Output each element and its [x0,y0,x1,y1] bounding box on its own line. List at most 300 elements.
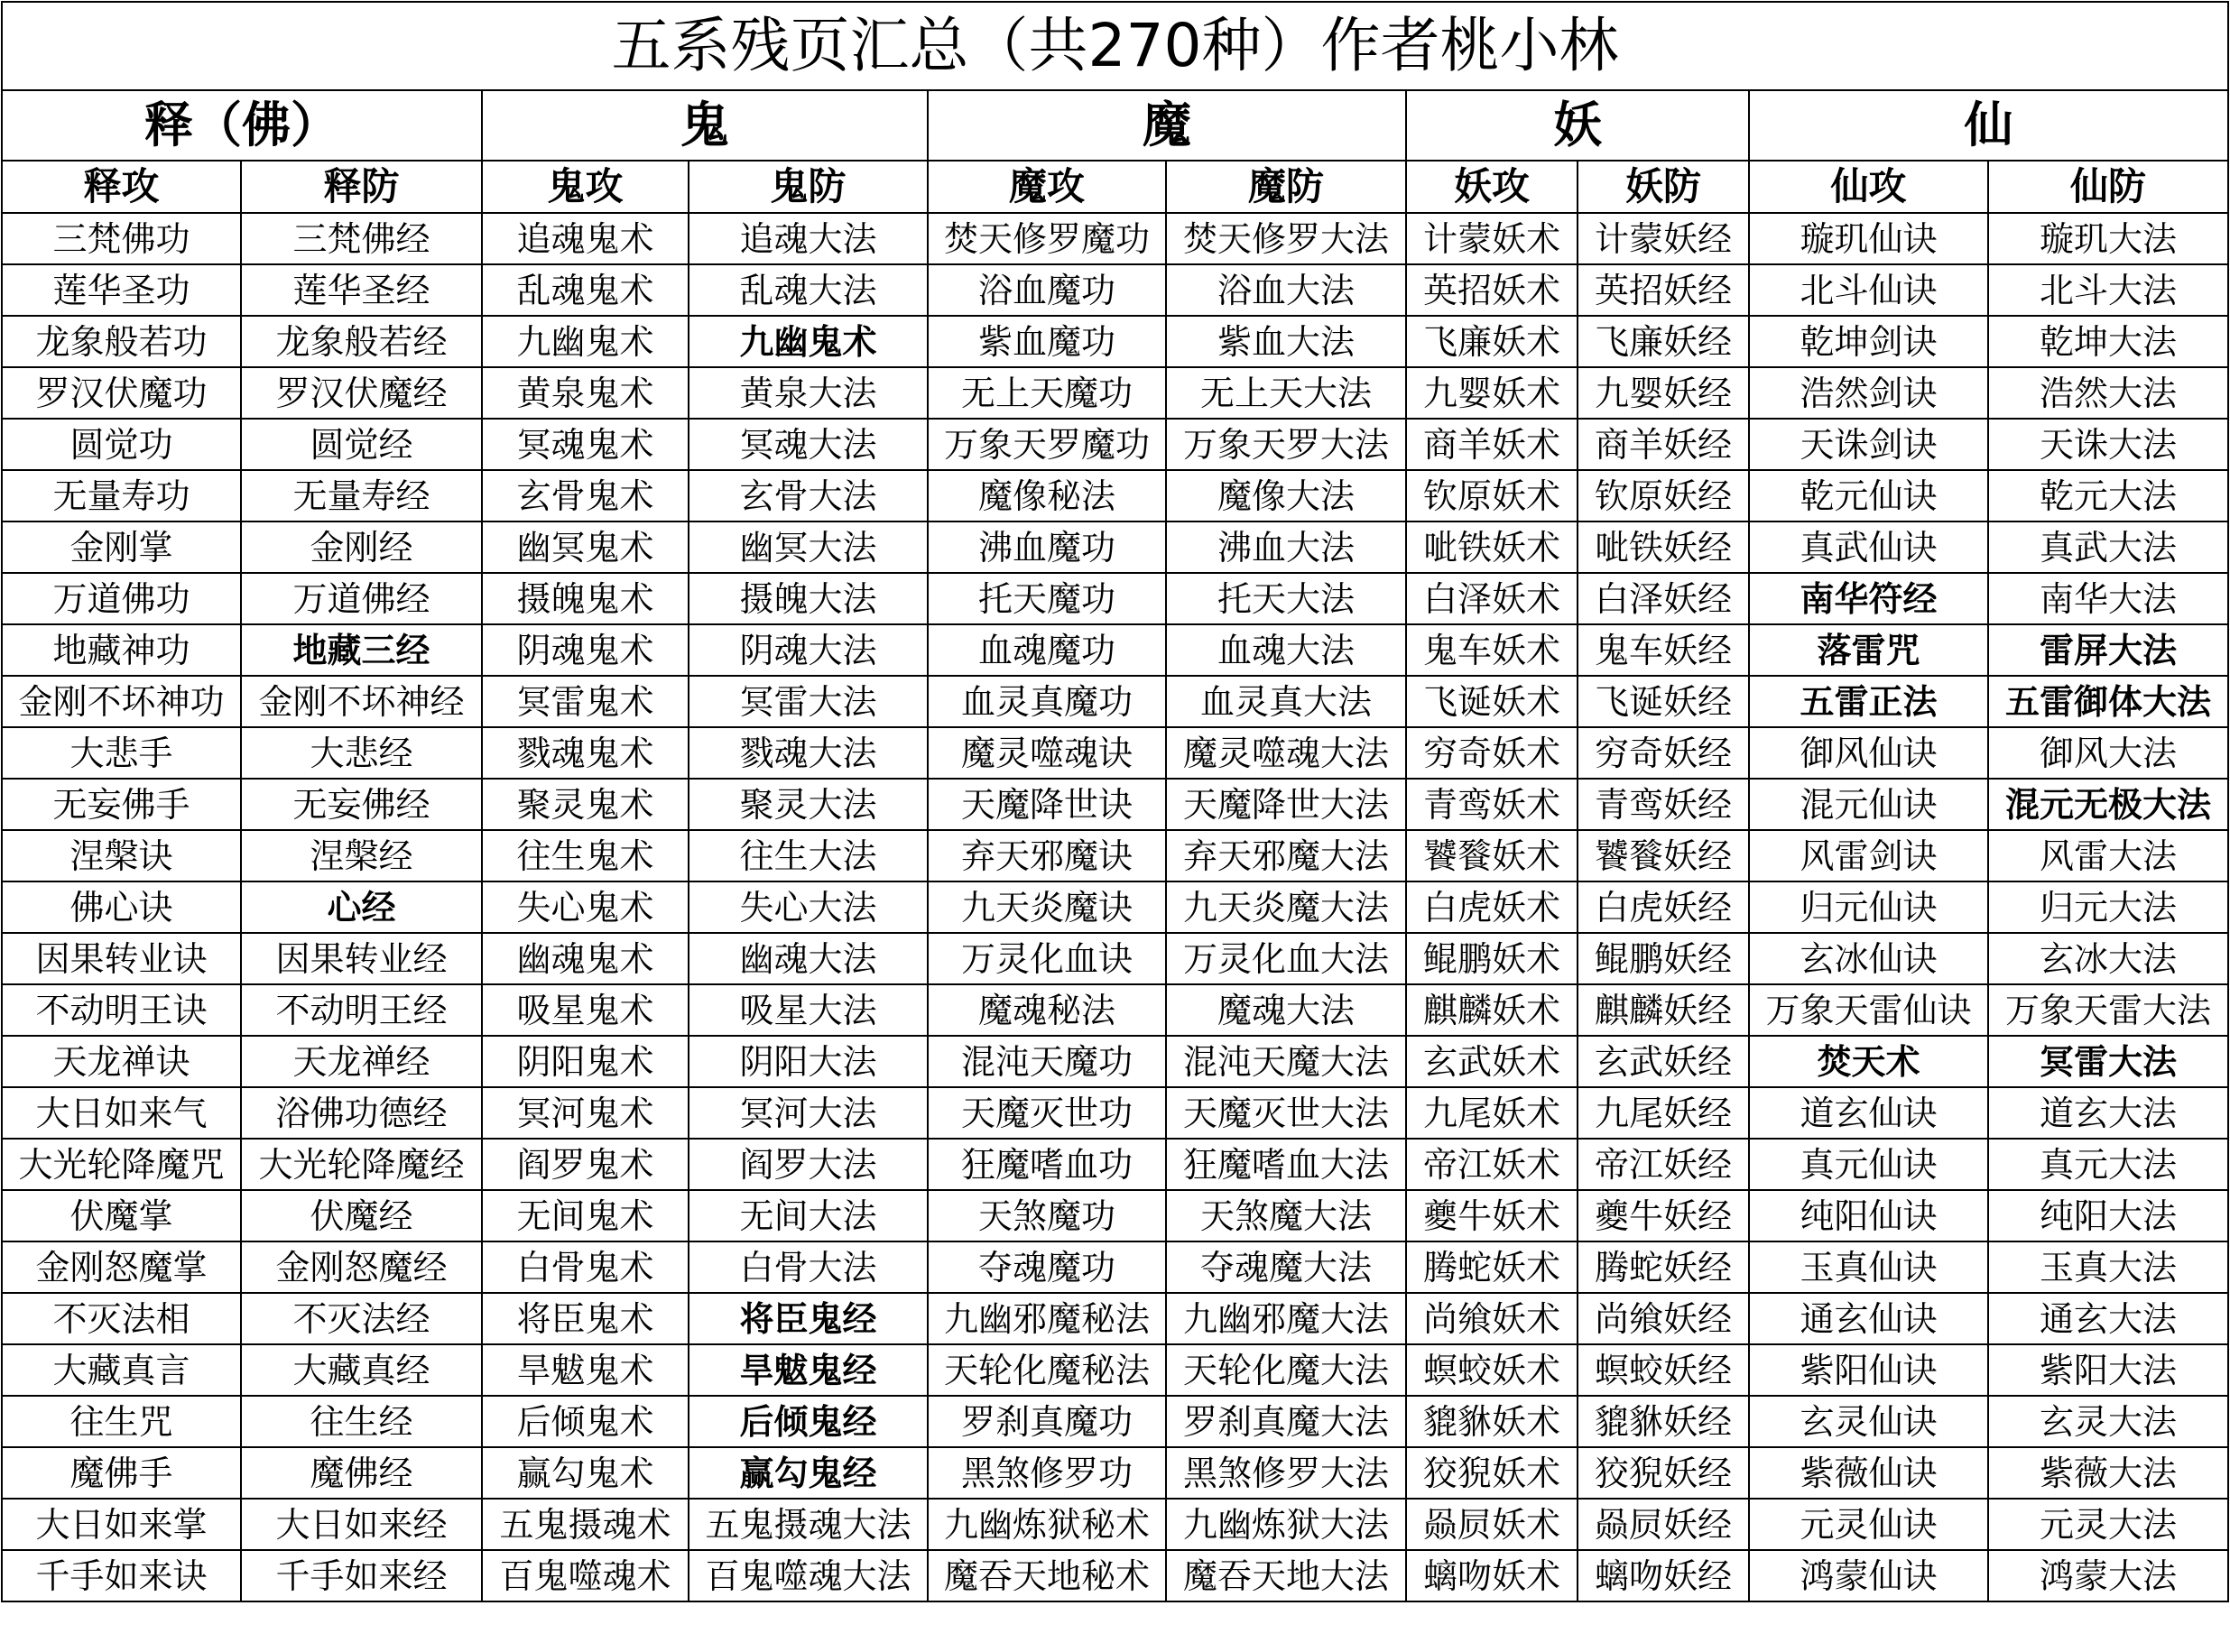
table-cell: 五雷御体大法 [1988,676,2228,727]
table-cell: 罗刹真魔大法 [1166,1396,1406,1447]
table-cell: 混元无极大法 [1988,779,2228,830]
table-cell: 玄冰大法 [1988,933,2228,984]
table-cell: 莲华圣功 [2,264,241,316]
table-cell: 无上天大法 [1166,367,1406,419]
table-row [2,830,2228,881]
table-cell: 失心大法 [689,881,928,933]
table-cell: 往生经 [241,1396,482,1447]
table-cell: 冥魂鬼术 [482,419,689,470]
table-cell: 钦原妖经 [1578,470,1749,521]
table-row [2,779,2228,830]
table-cell: 血灵真大法 [1166,676,1406,727]
table-cell: 涅槃诀 [2,830,241,881]
table-cell: 通玄大法 [1988,1293,2228,1344]
table-cell: 乾元仙诀 [1749,470,1988,521]
table-cell: 因果转业诀 [2,933,241,984]
table-cell: 往生鬼术 [482,830,689,881]
table-cell: 天轮化魔大法 [1166,1344,1406,1396]
column-header: 鬼攻 [482,161,689,213]
table-cell: 归元仙诀 [1749,881,1988,933]
table-cell: 三梵佛功 [2,213,241,264]
table-cell: 玄灵仙诀 [1749,1396,1988,1447]
table-cell: 玄武妖经 [1578,1036,1749,1087]
column-header-row [2,161,2228,213]
table-cell: 焚天修罗魔功 [928,213,1166,264]
table-cell: 夔牛妖经 [1578,1190,1749,1241]
table-cell: 大光轮降魔咒 [2,1139,241,1190]
table-cell: 九幽鬼术 [689,316,928,367]
table-cell: 风雷剑诀 [1749,830,1988,881]
table-cell: 混元仙诀 [1749,779,1988,830]
table-cell: 追魂鬼术 [482,213,689,264]
table-cell: 九幽炼狱秘术 [928,1499,1166,1550]
table-row [2,1396,2228,1447]
table-cell: 金刚不坏神经 [241,676,482,727]
table-cell: 大藏真经 [241,1344,482,1396]
column-header: 释攻 [2,161,241,213]
table-cell: 无量寿功 [2,470,241,521]
table-cell: 赑屃妖术 [1406,1499,1578,1550]
family-header: 魔 [928,90,1406,161]
table-cell: 螭吻妖经 [1578,1550,1749,1601]
table-cell: 混沌天魔功 [928,1036,1166,1087]
table-cell: 魔佛经 [241,1447,482,1499]
table-cell: 大日如来经 [241,1499,482,1550]
table-cell: 浴血魔功 [928,264,1166,316]
table-cell: 不动明王经 [241,984,482,1036]
table-cell: 饕餮妖经 [1578,830,1749,881]
table-cell: 往生咒 [2,1396,241,1447]
table-cell: 风雷大法 [1988,830,2228,881]
table-cell: 魔吞天地秘术 [928,1550,1166,1601]
table-cell: 鬼车妖术 [1406,624,1578,676]
table-cell: 千手如来诀 [2,1550,241,1601]
table-cell: 黑煞修罗功 [928,1447,1166,1499]
table-cell: 玉真大法 [1988,1241,2228,1293]
table-cell: 聚灵大法 [689,779,928,830]
table-cell: 幽冥鬼术 [482,521,689,573]
table-cell: 将臣鬼术 [482,1293,689,1344]
table-cell: 无妄佛手 [2,779,241,830]
table-cell: 九尾妖术 [1406,1087,1578,1139]
table-cell: 天诛剑诀 [1749,419,1988,470]
table-cell: 金刚怒魔经 [241,1241,482,1293]
table-cell: 伏魔掌 [2,1190,241,1241]
table-cell: 阎罗大法 [689,1139,928,1190]
table-row [2,213,2228,264]
table-cell: 失心鬼术 [482,881,689,933]
table-cell: 后倾鬼经 [689,1396,928,1447]
table-cell: 夺魂魔大法 [1166,1241,1406,1293]
table-cell: 焚天术 [1749,1036,1988,1087]
table-cell: 黄泉大法 [689,367,928,419]
table-cell: 莲华圣经 [241,264,482,316]
table-cell: 魔吞天地大法 [1166,1550,1406,1601]
table-cell: 真武大法 [1988,521,2228,573]
table-cell: 赢勾鬼经 [689,1447,928,1499]
table-cell: 飞诞妖术 [1406,676,1578,727]
table-cell: 将臣鬼经 [689,1293,928,1344]
table-row [2,521,2228,573]
table-cell: 戮魂大法 [689,727,928,779]
table-cell: 阴阳鬼术 [482,1036,689,1087]
table-cell: 大日如来气 [2,1087,241,1139]
table-cell: 三梵佛经 [241,213,482,264]
table-cell: 无间大法 [689,1190,928,1241]
table-cell: 北斗大法 [1988,264,2228,316]
table-cell: 阴魂鬼术 [482,624,689,676]
table-row [2,676,2228,727]
table-cell: 白虎妖经 [1578,881,1749,933]
table-cell: 紫阳大法 [1988,1344,2228,1396]
table-cell: 夺魂魔功 [928,1241,1166,1293]
table-cell: 元灵仙诀 [1749,1499,1988,1550]
table-cell: 百鬼噬魂大法 [689,1550,928,1601]
table-cell: 白虎妖术 [1406,881,1578,933]
table-cell: 天魔灭世功 [928,1087,1166,1139]
table-cell: 戮魂鬼术 [482,727,689,779]
table-cell: 冥魂大法 [689,419,928,470]
table-cell: 北斗仙诀 [1749,264,1988,316]
table-cell: 白骨鬼术 [482,1241,689,1293]
table-row [2,624,2228,676]
table-cell: 乱魂大法 [689,264,928,316]
table-cell: 英招妖术 [1406,264,1578,316]
table-cell: 九天炎魔诀 [928,881,1166,933]
table-cell: 聚灵鬼术 [482,779,689,830]
table-cell: 魔像秘法 [928,470,1166,521]
table-row [2,264,2228,316]
table-cell: 大光轮降魔经 [241,1139,482,1190]
table-cell: 落雷咒 [1749,624,1988,676]
table-cell: 饕餮妖术 [1406,830,1578,881]
table-row [2,1447,2228,1499]
table-cell: 白泽妖经 [1578,573,1749,624]
table-cell: 冥雷大法 [689,676,928,727]
table-row [2,1036,2228,1087]
table-cell: 御风仙诀 [1749,727,1988,779]
table-cell: 五雷正法 [1749,676,1988,727]
table-cell: 吸星大法 [689,984,928,1036]
table-row [2,1550,2228,1601]
column-header: 妖防 [1578,161,1749,213]
title-row [2,2,2228,90]
column-header: 仙攻 [1749,161,1988,213]
table-cell: 不动明王诀 [2,984,241,1036]
table-cell: 貔貅妖术 [1406,1396,1578,1447]
table-cell: 鸿蒙仙诀 [1749,1550,1988,1601]
family-header: 妖 [1406,90,1749,161]
table-cell: 金刚掌 [2,521,241,573]
table-cell: 伏魔经 [241,1190,482,1241]
table-cell: 焚天修罗大法 [1166,213,1406,264]
table-cell: 阎罗鬼术 [482,1139,689,1190]
table-cell: 御风大法 [1988,727,2228,779]
table-cell: 麒麟妖经 [1578,984,1749,1036]
table-cell: 天诛大法 [1988,419,2228,470]
table-cell: 摄魄大法 [689,573,928,624]
table-cell: 金刚不坏神功 [2,676,241,727]
table-cell: 佛心诀 [2,881,241,933]
table-cell: 不灭法经 [241,1293,482,1344]
table-cell: 罗汉伏魔经 [241,367,482,419]
table-cell: 无量寿经 [241,470,482,521]
table-cell: 九天炎魔大法 [1166,881,1406,933]
table-cell: 玄灵大法 [1988,1396,2228,1447]
table-cell: 雷屏大法 [1988,624,2228,676]
table-cell: 弃天邪魔大法 [1166,830,1406,881]
table-cell: 大悲手 [2,727,241,779]
table-cell: 心经 [241,881,482,933]
table-cell: 幽魂鬼术 [482,933,689,984]
table-cell: 乾坤剑诀 [1749,316,1988,367]
table-cell: 南华符经 [1749,573,1988,624]
table-cell: 阴阳大法 [689,1036,928,1087]
table-cell: 大悲经 [241,727,482,779]
table-cell: 沸血魔功 [928,521,1166,573]
table-cell: 魔魂大法 [1166,984,1406,1036]
table-cell: 冥雷鬼术 [482,676,689,727]
table-cell: 阴魂大法 [689,624,928,676]
table-cell: 天轮化魔秘法 [928,1344,1166,1396]
table-cell: 大日如来掌 [2,1499,241,1550]
table-cell: 九幽鬼术 [482,316,689,367]
table-cell: 浴佛功德经 [241,1087,482,1139]
table-cell: 无妄佛经 [241,779,482,830]
table-cell: 天龙禅诀 [2,1036,241,1087]
table-cell: 真元大法 [1988,1139,2228,1190]
table-cell: 计蒙妖术 [1406,213,1578,264]
table-cell: 玄骨鬼术 [482,470,689,521]
table-cell: 九婴妖经 [1578,367,1749,419]
table-cell: 地藏神功 [2,624,241,676]
table-cell: 天魔灭世大法 [1166,1087,1406,1139]
table-cell: 托天魔功 [928,573,1166,624]
table-cell: 飞廉妖术 [1406,316,1578,367]
table-cell: 璇玑仙诀 [1749,213,1988,264]
table-cell: 商羊妖经 [1578,419,1749,470]
table-row [2,1344,2228,1396]
table-cell: 紫阳仙诀 [1749,1344,1988,1396]
table-cell: 螟蛟妖术 [1406,1344,1578,1396]
table-cell: 天魔降世大法 [1166,779,1406,830]
table-cell: 魔佛手 [2,1447,241,1499]
table-cell: 弃天邪魔诀 [928,830,1166,881]
table-cell: 白骨大法 [689,1241,928,1293]
table-row [2,1087,2228,1139]
table-cell: 帝江妖经 [1578,1139,1749,1190]
table-cell: 万象天雷大法 [1988,984,2228,1036]
table-cell: 追魂大法 [689,213,928,264]
table-cell: 幽魂大法 [689,933,928,984]
table-cell: 真武仙诀 [1749,521,1988,573]
table-row [2,881,2228,933]
table-cell: 冥河大法 [689,1087,928,1139]
table-cell: 狂魔嗜血大法 [1166,1139,1406,1190]
table-cell: 万象天罗魔功 [928,419,1166,470]
table-cell: 冥河鬼术 [482,1087,689,1139]
table-cell: 紫血大法 [1166,316,1406,367]
table-cell: 螭吻妖术 [1406,1550,1578,1601]
table-cell: 狡猊妖术 [1406,1447,1578,1499]
table-row [2,470,2228,521]
column-header: 魔防 [1166,161,1406,213]
table-cell: 计蒙妖经 [1578,213,1749,264]
column-header: 妖攻 [1406,161,1578,213]
table-cell: 天煞魔大法 [1166,1190,1406,1241]
table-cell: 天煞魔功 [928,1190,1166,1241]
table-cell: 混沌天魔大法 [1166,1036,1406,1087]
table-cell: 穷奇妖术 [1406,727,1578,779]
table-cell: 托天大法 [1166,573,1406,624]
table-cell: 青鸾妖经 [1578,779,1749,830]
table-cell: 紫薇仙诀 [1749,1447,1988,1499]
column-header: 释防 [241,161,482,213]
table-body [2,213,2228,1601]
table-cell: 夔牛妖术 [1406,1190,1578,1241]
table-cell: 腾蛇妖术 [1406,1241,1578,1293]
table-cell: 紫血魔功 [928,316,1166,367]
family-header: 仙 [1749,90,2228,161]
table-cell: 纯阳仙诀 [1749,1190,1988,1241]
table-cell: 天魔降世诀 [928,779,1166,830]
table-cell: 金刚经 [241,521,482,573]
table-cell: 万道佛功 [2,573,241,624]
table-cell: 通玄仙诀 [1749,1293,1988,1344]
table-row [2,1293,2228,1344]
table-cell: 九尾妖经 [1578,1087,1749,1139]
table-cell: 魔像大法 [1166,470,1406,521]
table-cell: 乾坤大法 [1988,316,2228,367]
table-cell: 鸿蒙大法 [1988,1550,2228,1601]
family-header-row [2,90,2228,161]
table-cell: 罗刹真魔功 [928,1396,1166,1447]
table-row [2,984,2228,1036]
table-cell: 因果转业经 [241,933,482,984]
table-cell: 无上天魔功 [928,367,1166,419]
table-cell: 魔灵噬魂大法 [1166,727,1406,779]
family-header: 释（佛） [2,90,482,161]
table-cell: 南华大法 [1988,573,2228,624]
table-row [2,316,2228,367]
table-cell: 黄泉鬼术 [482,367,689,419]
table-cell: 天龙禅经 [241,1036,482,1087]
table-cell: 璇玑大法 [1988,213,2228,264]
table-cell: 英招妖经 [1578,264,1749,316]
table-cell: 摄魄鬼术 [482,573,689,624]
table-cell: 穷奇妖经 [1578,727,1749,779]
table-cell: 万灵化血大法 [1166,933,1406,984]
table-cell: 万道佛经 [241,573,482,624]
family-header: 鬼 [482,90,928,161]
table-cell: 尚飨妖术 [1406,1293,1578,1344]
table-row [2,419,2228,470]
column-header: 仙防 [1988,161,2228,213]
table-cell: 不灭法相 [2,1293,241,1344]
table-row [2,1241,2228,1293]
table-cell: 金刚怒魔掌 [2,1241,241,1293]
table-cell: 九幽邪魔秘法 [928,1293,1166,1344]
column-header: 鬼防 [689,161,928,213]
table-row [2,727,2228,779]
table-cell: 玄武妖术 [1406,1036,1578,1087]
table-row [2,573,2228,624]
table-cell: 归元大法 [1988,881,2228,933]
table-cell: 吸星鬼术 [482,984,689,1036]
table-cell: 紫薇大法 [1988,1447,2228,1499]
skill-pages-table [1,1,2229,1602]
table-cell: 白泽妖术 [1406,573,1578,624]
table-cell: 血魂大法 [1166,624,1406,676]
table-cell: 沸血大法 [1166,521,1406,573]
table-cell: 无间鬼术 [482,1190,689,1241]
table-cell: 旱魃鬼术 [482,1344,689,1396]
table-cell: 纯阳大法 [1988,1190,2228,1241]
table-cell: 乱魂鬼术 [482,264,689,316]
table-cell: 九婴妖术 [1406,367,1578,419]
table-cell: 魔魂秘法 [928,984,1166,1036]
table-cell: 万象天雷仙诀 [1749,984,1988,1036]
table-cell: 五鬼摄魂大法 [689,1499,928,1550]
table-cell: 龙象般若经 [241,316,482,367]
table-cell: 魔灵噬魂诀 [928,727,1166,779]
page-title: 五系残页汇总（共270种）作者桃小林 [2,2,2228,90]
table-cell: 后倾鬼术 [482,1396,689,1447]
table-row [2,1139,2228,1190]
table-row [2,933,2228,984]
table-cell: 往生大法 [689,830,928,881]
table-cell: 飞廉妖经 [1578,316,1749,367]
table-cell: 旱魃鬼经 [689,1344,928,1396]
table-cell: 圆觉经 [241,419,482,470]
table-cell: 百鬼噬魂术 [482,1550,689,1601]
table-cell: 道玄仙诀 [1749,1087,1988,1139]
table-cell: 青鸾妖术 [1406,779,1578,830]
table-cell: 道玄大法 [1988,1087,2228,1139]
table-cell: 鲲鹏妖经 [1578,933,1749,984]
column-header: 魔攻 [928,161,1166,213]
table-cell: 麒麟妖术 [1406,984,1578,1036]
table-cell: 乾元大法 [1988,470,2228,521]
table-cell: 赑屃妖经 [1578,1499,1749,1550]
table-cell: 商羊妖术 [1406,419,1578,470]
table-cell: 鬼车妖经 [1578,624,1749,676]
table-cell: 元灵大法 [1988,1499,2228,1550]
table-cell: 万象天罗大法 [1166,419,1406,470]
table-cell: 圆觉功 [2,419,241,470]
table-cell: 腾蛇妖经 [1578,1241,1749,1293]
table-cell: 尚飨妖经 [1578,1293,1749,1344]
table-cell: 大藏真言 [2,1344,241,1396]
table-row [2,367,2228,419]
table-cell: 涅槃经 [241,830,482,881]
table-cell: 螟蛟妖经 [1578,1344,1749,1396]
table-cell: 貔貅妖经 [1578,1396,1749,1447]
table-cell: 玉真仙诀 [1749,1241,1988,1293]
table-cell: 呲铁妖术 [1406,521,1578,573]
table-cell: 幽冥大法 [689,521,928,573]
table-cell: 浴血大法 [1166,264,1406,316]
table-cell: 鲲鹏妖术 [1406,933,1578,984]
table-cell: 冥雷大法 [1988,1036,2228,1087]
table-cell: 罗汉伏魔功 [2,367,241,419]
table-cell: 狂魔嗜血功 [928,1139,1166,1190]
table-cell: 钦原妖术 [1406,470,1578,521]
table-row [2,1499,2228,1550]
table-cell: 飞诞妖经 [1578,676,1749,727]
table-cell: 呲铁妖经 [1578,521,1749,573]
table-cell: 地藏三经 [241,624,482,676]
